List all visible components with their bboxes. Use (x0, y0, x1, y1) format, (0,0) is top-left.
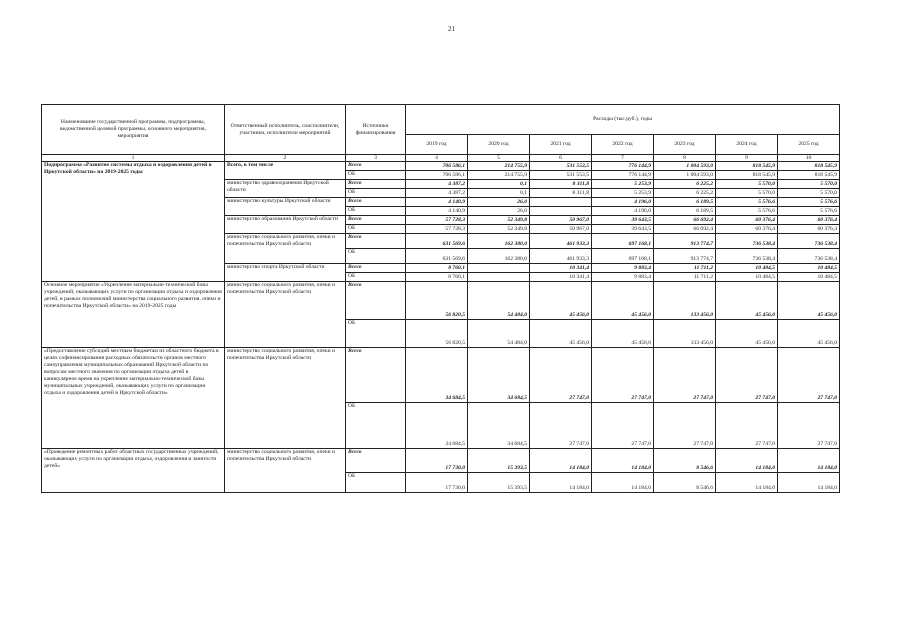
source-cell: Всего (346, 449, 406, 473)
source-cell: Всего (346, 198, 406, 207)
value-cell: 776 144,9 (592, 171, 654, 180)
header-expenses: Расходы (тыс.руб.), годы (406, 105, 840, 135)
value-cell: 39 643,5 (592, 216, 654, 225)
value-cell: 52 349,8 (468, 225, 530, 234)
executor-cell: министерство образования Иркутской области (225, 216, 346, 234)
value-cell (468, 264, 530, 273)
value-cell: 27 747,0 (530, 403, 592, 449)
table-row (42, 282, 840, 320)
source-cell: Всего (346, 180, 406, 189)
value-cell: 9 883,4 (592, 273, 654, 282)
value-cell: 66 692,4 (654, 216, 716, 225)
source-cell: ОБ (346, 273, 406, 282)
value-cell (530, 198, 592, 207)
header-year: 2025 год (778, 135, 840, 155)
header-year: 2022 год (592, 135, 654, 155)
value-cell: 45 456,0 (716, 282, 778, 320)
header-index: 4 (406, 155, 468, 162)
value-cell: 14 184,0 (592, 449, 654, 473)
value-cell: 26,0 (468, 198, 530, 207)
value-cell: 27 747,0 (778, 348, 840, 403)
value-cell: 45 456,0 (530, 282, 592, 320)
value-cell: 15 393,5 (468, 473, 530, 493)
header-index: 8 (654, 155, 716, 162)
value-cell: 8 311,8 (530, 180, 592, 189)
source-cell: Всего (346, 234, 406, 249)
value-cell: 66 692,4 (654, 225, 716, 234)
value-cell: 5 570,0 (778, 180, 840, 189)
executor-cell: министерство здравоохранения Иркутской области (225, 180, 346, 198)
value-cell: 6 225,2 (654, 189, 716, 198)
value-cell: 162 380,0 (468, 249, 530, 264)
value-cell: 4 196,0 (592, 198, 654, 207)
value-cell: 56 820,5 (406, 282, 468, 320)
value-cell: 8 760,1 (406, 273, 468, 282)
value-cell: 57 728,3 (406, 216, 468, 225)
header-index: 5 (468, 155, 530, 162)
source-cell: Всего (346, 162, 406, 171)
value-cell: 50 967,0 (530, 225, 592, 234)
value-cell: 34 684,5 (468, 403, 530, 449)
source-cell: Всего (346, 216, 406, 225)
value-cell: 34 684,5 (406, 403, 468, 449)
header-index: 2 (225, 155, 346, 162)
value-cell: 6 225,2 (654, 180, 716, 189)
value-cell: 14 184,0 (716, 449, 778, 473)
value-cell: 8 546,6 (654, 449, 716, 473)
value-cell: 50 967,0 (530, 216, 592, 225)
value-cell: 0,1 (468, 189, 530, 198)
value-cell: 6 189,5 (654, 198, 716, 207)
value-cell: 14 184,0 (592, 473, 654, 493)
activity-name: «Проведение ремонтных работ областных государственных учреждений, оказывающих услуги по организации отдыха, оздоровления и занятости детей» (42, 449, 225, 493)
value-cell: 14 184,0 (530, 449, 592, 473)
value-cell: 736 538,4 (778, 234, 840, 249)
header-name: Наименование государственной программы, подпрограммы, ведомственной целевой программы, основного мероприятия, мероприятия (42, 105, 225, 155)
value-cell: 776 144,9 (592, 162, 654, 171)
value-cell: 736 538,4 (778, 249, 840, 264)
table-row (42, 449, 840, 473)
value-cell: 27 747,0 (654, 348, 716, 403)
value-cell: 631 569,6 (406, 249, 468, 264)
page-number: 21 (448, 25, 455, 33)
source-cell: ОБ (346, 207, 406, 216)
activity-name: «Предоставление субсидий местным бюджетам из областного бюджета в целях софинансирования расходных обязательств органов местного самоуправления муниципальных образований Иркутской области по вопросам местного значения по организации отдыха детей в каникулярное время на укрепление материально-технической базы муниципальных учреждений, оказывающих услуги по организации отдыха и оздоровления детей в Иркутской области» (42, 348, 225, 449)
value-cell: 10 484,5 (778, 264, 840, 273)
value-cell: 8 546,6 (654, 473, 716, 493)
executor-cell: Всего, в том числе (225, 162, 346, 180)
value-cell: 27 747,0 (592, 348, 654, 403)
value-cell: 27 747,0 (778, 403, 840, 449)
header-index: 9 (716, 155, 778, 162)
value-cell: 913 774,7 (654, 234, 716, 249)
value-cell: 10 341,4 (530, 264, 592, 273)
value-cell: 17 730,0 (406, 449, 468, 473)
value-cell: 27 747,0 (716, 403, 778, 449)
source-cell: Всего (346, 264, 406, 273)
table-row (42, 162, 840, 171)
value-cell: 14 184,0 (716, 473, 778, 493)
source-cell: ОБ (346, 403, 406, 449)
value-cell: 5 576,6 (716, 207, 778, 216)
value-cell: 27 747,0 (716, 348, 778, 403)
value-cell: 27 747,0 (654, 403, 716, 449)
value-cell: 54 484,0 (468, 282, 530, 320)
value-cell: 531 553,5 (530, 162, 592, 171)
table-row (42, 348, 840, 403)
header-index: 10 (778, 155, 840, 162)
value-cell: 4 140,9 (406, 207, 468, 216)
value-cell: 52 349,8 (468, 216, 530, 225)
value-cell: 4 387,2 (406, 180, 468, 189)
value-cell: 8 760,1 (406, 264, 468, 273)
value-cell: 697 168,1 (592, 234, 654, 249)
value-cell: 736 538,4 (716, 249, 778, 264)
executor-cell: министерство культуры Иркутской области (225, 198, 346, 216)
value-cell: 14 184,0 (778, 449, 840, 473)
value-cell: 818 545,9 (778, 171, 840, 180)
value-cell: 706 586,1 (406, 162, 468, 171)
value-cell: 913 774,7 (654, 249, 716, 264)
value-cell: 9 883,4 (592, 264, 654, 273)
source-cell: Всего (346, 348, 406, 403)
value-cell: 11 711,2 (654, 273, 716, 282)
header-year: 2019 год (406, 135, 468, 155)
value-cell: 5 576,6 (716, 198, 778, 207)
source-cell: ОБ (346, 189, 406, 198)
value-cell: 5 253,9 (592, 180, 654, 189)
value-cell: 34 684,5 (406, 348, 468, 403)
value-cell: 818 545,9 (716, 162, 778, 171)
executor-cell: министерство спорта Иркутской области (225, 264, 346, 282)
budget-table (41, 104, 840, 493)
value-cell: 39 643,5 (592, 225, 654, 234)
value-cell: 818 545,9 (716, 171, 778, 180)
value-cell: 45 456,0 (530, 320, 592, 348)
source-cell: ОБ (346, 473, 406, 493)
header-index: 6 (530, 155, 592, 162)
value-cell: 34 684,5 (468, 348, 530, 403)
value-cell: 214 755,9 (468, 171, 530, 180)
value-cell: 8 311,8 (530, 189, 592, 198)
value-cell: 5 570,0 (778, 189, 840, 198)
value-cell: 11 711,2 (654, 264, 716, 273)
header-year: 2024 год (716, 135, 778, 155)
value-cell: 14 184,0 (778, 473, 840, 493)
executor-cell: министерство социального развития, опеки и попечительства Иркутской области (225, 449, 346, 493)
value-cell: 1 004 593,0 (654, 171, 716, 180)
value-cell: 214 755,9 (468, 162, 530, 171)
value-cell: 15 393,5 (468, 449, 530, 473)
value-cell: 10 341,4 (530, 273, 592, 282)
source-cell: Всего (346, 282, 406, 320)
value-cell: 45 456,0 (778, 282, 840, 320)
value-cell: 27 747,0 (530, 348, 592, 403)
value-cell: 133 456,0 (654, 282, 716, 320)
value-cell: 60 376,4 (716, 225, 778, 234)
value-cell: 54 484,0 (468, 320, 530, 348)
value-cell: 4 196,0 (592, 207, 654, 216)
value-cell: 818 545,9 (778, 162, 840, 171)
value-cell: 10 484,5 (778, 273, 840, 282)
executor-cell: министерство социального развития, опеки и попечительства Иркутской области (225, 348, 346, 449)
value-cell: 56 820,5 (406, 320, 468, 348)
source-cell: ОБ (346, 225, 406, 234)
value-cell: 45 456,0 (778, 320, 840, 348)
value-cell: 60 376,4 (778, 225, 840, 234)
header-year: 2023 год (654, 135, 716, 155)
value-cell: 5 576,6 (778, 198, 840, 207)
header-year: 2020 год (468, 135, 530, 155)
value-cell: 1 004 593,0 (654, 162, 716, 171)
value-cell: 60 376,4 (716, 216, 778, 225)
value-cell: 27 747,0 (592, 403, 654, 449)
value-cell: 631 569,6 (406, 234, 468, 249)
executor-cell: министерство социального развития, опеки и попечительства Иркутской области (225, 234, 346, 264)
value-cell: 57 728,3 (406, 225, 468, 234)
value-cell: 0,1 (468, 180, 530, 189)
value-cell (530, 207, 592, 216)
value-cell: 5 570,0 (716, 189, 778, 198)
header-index: 1 (42, 155, 225, 162)
value-cell: 697 168,1 (592, 249, 654, 264)
value-cell: 5 576,6 (778, 207, 840, 216)
value-cell (468, 273, 530, 282)
header-index: 7 (592, 155, 654, 162)
value-cell: 17 730,0 (406, 473, 468, 493)
value-cell: 133 456,0 (654, 320, 716, 348)
value-cell: 6 189,5 (654, 207, 716, 216)
value-cell: 706 586,1 (406, 171, 468, 180)
value-cell: 10 484,5 (716, 273, 778, 282)
source-cell: ОБ (346, 249, 406, 264)
value-cell: 45 456,0 (592, 320, 654, 348)
value-cell: 461 933,3 (530, 234, 592, 249)
activity-name: Основное мероприятие «Укрепление материально-технической базы учреждений, оказывающих услуги по организации отдыха и оздоровления детей, в рамках полномочий министерства социального развития, опеки и попечительства Иркутской области» на 2019-2025 годы (42, 282, 225, 348)
executor-cell: министерство социального развития, опеки и попечительства Иркутской области (225, 282, 346, 348)
header-index: 3 (346, 155, 406, 162)
value-cell: 60 376,4 (778, 216, 840, 225)
source-cell: ОБ (346, 320, 406, 348)
value-cell: 45 456,0 (716, 320, 778, 348)
value-cell: 162 380,0 (468, 234, 530, 249)
value-cell: 461 933,3 (530, 249, 592, 264)
value-cell: 45 456,0 (592, 282, 654, 320)
value-cell: 5 570,0 (716, 180, 778, 189)
value-cell: 531 553,5 (530, 171, 592, 180)
header-source: Источники финансирования (346, 105, 406, 155)
header-year: 2021 год (530, 135, 592, 155)
value-cell: 4 140,9 (406, 198, 468, 207)
value-cell: 14 184,0 (530, 473, 592, 493)
value-cell: 10 484,5 (716, 264, 778, 273)
value-cell: 736 538,4 (716, 234, 778, 249)
value-cell: 4 387,2 (406, 189, 468, 198)
source-cell: ОБ (346, 171, 406, 180)
header-executor: Ответственный исполнитель, соисполнители, участники, исполнители мероприятий (225, 105, 346, 155)
subprogram-title: Подпрограмма «Развитие системы отдыха и оздоровления детей в Иркутской области» на 2019-2025 годы (42, 162, 225, 282)
value-cell: 5 253,9 (592, 189, 654, 198)
value-cell: 26,0 (468, 207, 530, 216)
